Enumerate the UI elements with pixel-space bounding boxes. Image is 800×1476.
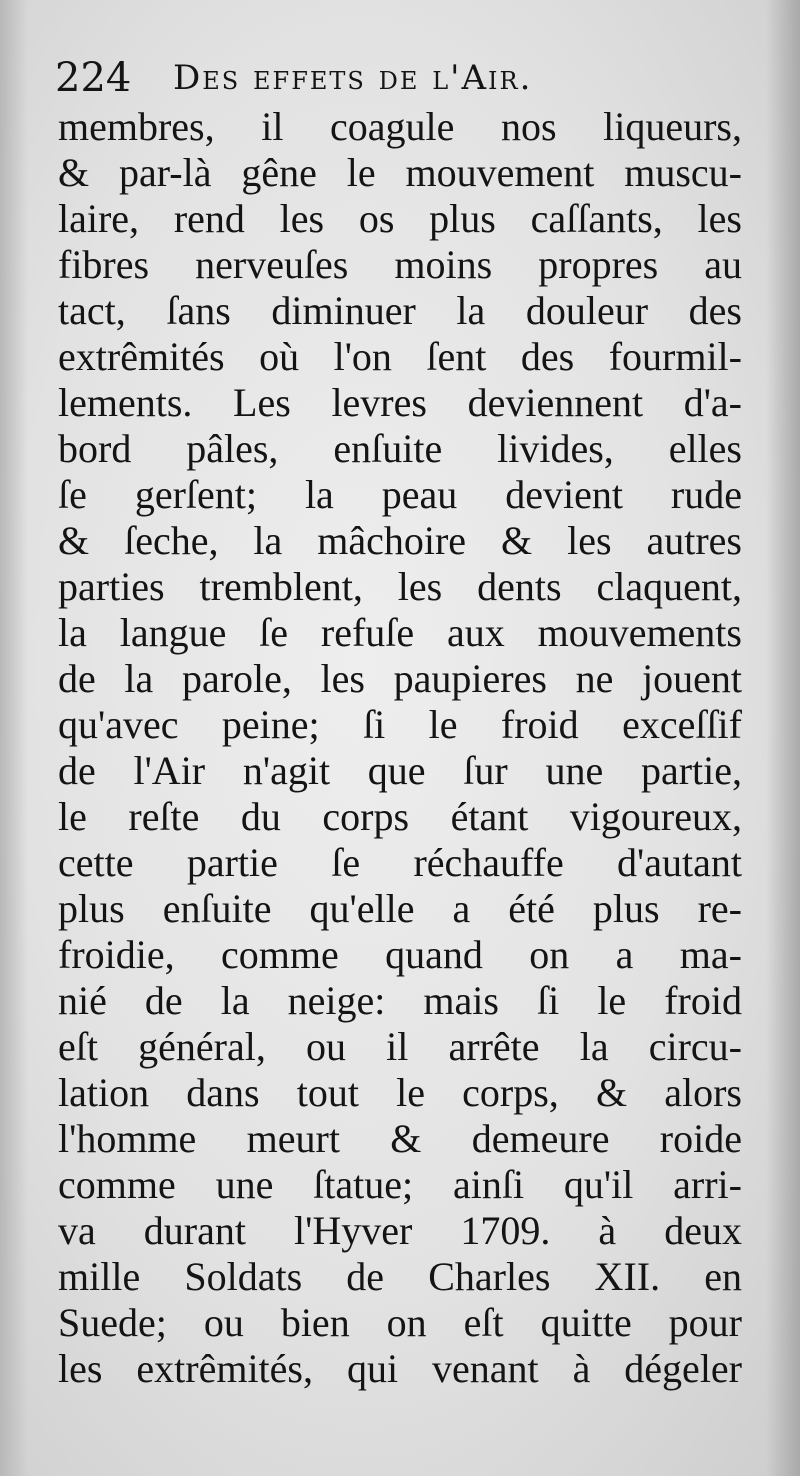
text-line: extrêmités où l'on ſent des fourmil- <box>58 334 742 379</box>
text-line: ſe gerſent; la peau devient rude <box>58 472 742 517</box>
text-line: plus enſuite qu'elle a été plus re- <box>58 886 742 931</box>
text-line: de la parole, les paupieres ne jouent <box>58 656 742 701</box>
body-text <box>58 104 742 1392</box>
text-line: mille Soldats de Charles XII. en <box>58 1254 742 1299</box>
text-line: nié de la neige: mais ſi le froid <box>58 978 742 1023</box>
text-line: froidie, comme quand on a ma- <box>58 932 742 977</box>
text-line: & par-là gêne le mouvement muscu- <box>58 150 742 195</box>
text-line: de l'Air n'agit que ſur une partie, <box>58 748 742 793</box>
text-line: l'homme meurt & demeure roide <box>58 1116 742 1161</box>
text-line: comme une ſtatue; ainſi qu'il arri- <box>58 1162 742 1207</box>
text-line: laire, rend les os plus caſſants, les <box>58 196 742 241</box>
text-line: fibres nerveuſes moins propres au <box>58 242 742 287</box>
text-line: membres, il coagule nos liqueurs, <box>58 104 742 149</box>
text-line: & ſeche, la mâchoire & les autres <box>58 518 742 563</box>
running-title: Des effets de l'Air. <box>173 58 533 98</box>
text-line: les extrêmités, qui venant à dégeler <box>58 1346 742 1391</box>
text-line: qu'avec peine; ſi le froid exceſſif <box>58 702 742 747</box>
text-line: lation dans tout le corps, & alors <box>58 1070 742 1115</box>
page-number: 224 <box>55 55 132 101</box>
text-line: tact, ſans diminuer la douleur des <box>58 288 742 333</box>
page-header <box>55 52 755 104</box>
text-line: va durant l'Hyver 1709. à deux <box>58 1208 742 1253</box>
text-line: lements. Les levres deviennent d'a- <box>58 380 742 425</box>
text-line: eſt général, ou il arrête la circu- <box>58 1024 742 1069</box>
page-shadow-right <box>766 0 800 1476</box>
text-line: Suede; ou bien on eſt quitte pour <box>58 1300 742 1345</box>
page-shadow-left <box>0 0 28 1476</box>
text-line: le reſte du corps étant vigoureux, <box>58 794 742 839</box>
text-line: bord pâles, enſuite livides, elles <box>58 426 742 471</box>
text-line: cette partie ſe réchauffe d'autant <box>58 840 742 885</box>
text-line: la langue ſe refuſe aux mouvements <box>58 610 742 655</box>
text-line: parties tremblent, les dents claquent, <box>58 564 742 609</box>
